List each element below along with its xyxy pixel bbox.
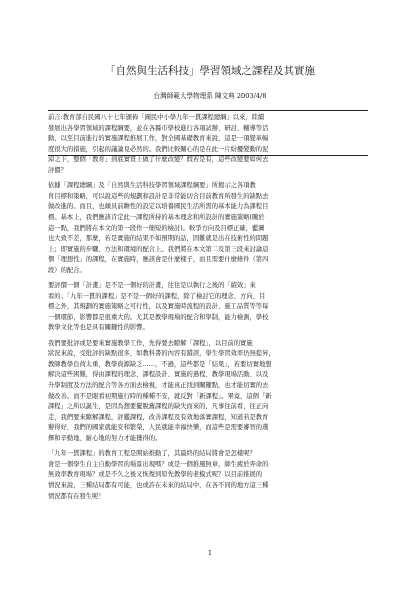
- paragraph-line: 情況來說，三種結局都有可能，也或許在未來的結局中，在各不同的地方這三種: [48, 481, 269, 489]
- paragraph-line: 課程」之所以誕生，是因為想要擺脫舊課程的缺失而來的，凡事往前看，往正向: [48, 403, 269, 411]
- paragraph-line: 評價？: [48, 166, 67, 174]
- paragraph-line: 育目標和策略，可以說這些的規劃和設計是非常能切合目前教育所發生的缺點去: [48, 192, 269, 200]
- page-number: 1: [207, 549, 213, 557]
- document-body: [48, 113, 368, 502]
- paragraph: [48, 339, 368, 445]
- paragraph-line: 升學制度及方法的配合等各方面去檢視，才能真正找到關鍵點，也才能切實的去: [48, 382, 269, 390]
- paragraph-line: 要評價一個「計畫」是不是一個好的計畫，往往是以執行之後的「績效」來: [48, 282, 256, 290]
- paragraph: [48, 281, 368, 334]
- paragraph-line: 做改善。而不是眼看初期施行時的種種不安，就反對「新課程」。畢竟，這個「新: [48, 392, 272, 400]
- paragraph-line: 解決這些困難，得由課程的理念、課程設計、實施的過程、教學現場活動、以及: [48, 371, 269, 379]
- paragraph-line: 擇和辛勤地、耐心地的努力才能獲得的。: [48, 435, 162, 442]
- paragraph-line: 也大致不差，那麼，若是實施的結果不如預期的話，固難就是出在技術性的問題: [48, 235, 269, 243]
- paragraph-line: 前言:教育部自民國八十七年頒佈「國民中小學九年一貫課程總綱」以來，陸續: [48, 114, 265, 121]
- paragraph-line: 段）的配合。: [48, 266, 86, 274]
- paragraph-line: 個「理想性」的課程，在實施時，應該會是什麼樣子，而且需要什麼條件（第四: [48, 256, 269, 264]
- paragraph-line: 教師教學負荷太重，教學資源缺乏……，不過，這些都是「結果」，若要切實地想: [48, 360, 272, 368]
- paragraph-line: 度很大的措施，引起的議論見必然的。我們比較關心的是在此一片紛擾變動的泥: [48, 145, 269, 153]
- paragraph-line: 我們要批評或是要來實施教學工作，先得要去瞭解「課程」，以目前的實施: [48, 339, 253, 347]
- paragraph-line: 看的；「九年一貫的課程」是不是一個好的課程，除了檢討它的理念、方向、目: [48, 292, 266, 300]
- paragraph-line: 依據「課程總綱」及「自然與生活科技學習領域課程綱要」所揭示之各項教: [48, 182, 256, 190]
- paragraph-line: 會是一個學生自主自動學習的場景出現嗎？或是一個推風無章，師生疲於奔命的: [48, 460, 269, 468]
- preface-top-rule: [48, 110, 368, 111]
- paragraph-line: 標之外，其規劃的實施策略之可行性，以及實施時流程的設計、施工品質等等每: [48, 303, 269, 311]
- paragraph-line: 「九年一貫課程」的教育工程是開始推動了，其最終的結局將會是怎樣呢？: [48, 450, 256, 458]
- paragraph: [48, 113, 368, 177]
- paragraph-line: 狀況來說，受批評的缺點很多，如教科書的內容有錯誤，學生學習效率仍無提昇，: [48, 350, 275, 358]
- paragraph-line: 辦得好，我們的國家就能安和繁榮，人民就能幸福快樂，而這些是需要審智的選: [48, 424, 269, 432]
- paragraph-line: 一個環節，影響都是很重大的。尤其是教學現場的配合和學制，能力檢測，學校: [48, 313, 269, 321]
- paragraph-line: 情況都有在發生呢！: [48, 492, 105, 500]
- paragraph: [48, 181, 368, 276]
- paragraph-line: 教學文化等也是具有關鍵性的影響。: [48, 324, 149, 332]
- paragraph-line: 淖之下，整個「教育」到底實質上做了什麼改變？假若是有，這些改變要如何去: [48, 156, 269, 164]
- paragraph: [48, 449, 368, 502]
- paragraph-line: 動，以至目前進行的實施課程推展工作，對全國基礎教育來說，這是一項變革幅: [48, 135, 269, 143]
- paragraph-line: 上；即實施的步驟、方法和環境的配合上。我們將在本文第二及第三段來討論這: [48, 245, 269, 253]
- paragraph-line: 這一點，我們將在本文的第一段作一簡短的檢討)。較爭方向及目標正確，藍圖: [48, 224, 265, 232]
- paragraph-line: 無效率教育現場？或是不久之後又恢復到原先教學的老模式呢？以目前推展的: [48, 471, 263, 479]
- document-title: 「自然與生活科技」學習領域之課程及其實施: [105, 65, 315, 77]
- paragraph-line: 走，我們要來瞭解課程，評鑑課程，改善課程及有效地落實課程，知道若是教育: [48, 413, 269, 421]
- paragraph-line: 做改進的。而且，也頗具前瞻性的設定以培養國民生活所需的基本能力為課程目: [48, 203, 269, 211]
- paragraph-line: 標。基本上，我們應該肯定此一課程所持的基本理念和所設計的實施策略(關於: [48, 213, 265, 221]
- author-byline: 台灣師範大學物理系 陳文典 2003/4/8: [153, 92, 267, 100]
- paragraph-line: 發展出各學習領域的課程綱要，並在各縣市學校進行各項試辦、研討、輔導等活: [48, 124, 269, 132]
